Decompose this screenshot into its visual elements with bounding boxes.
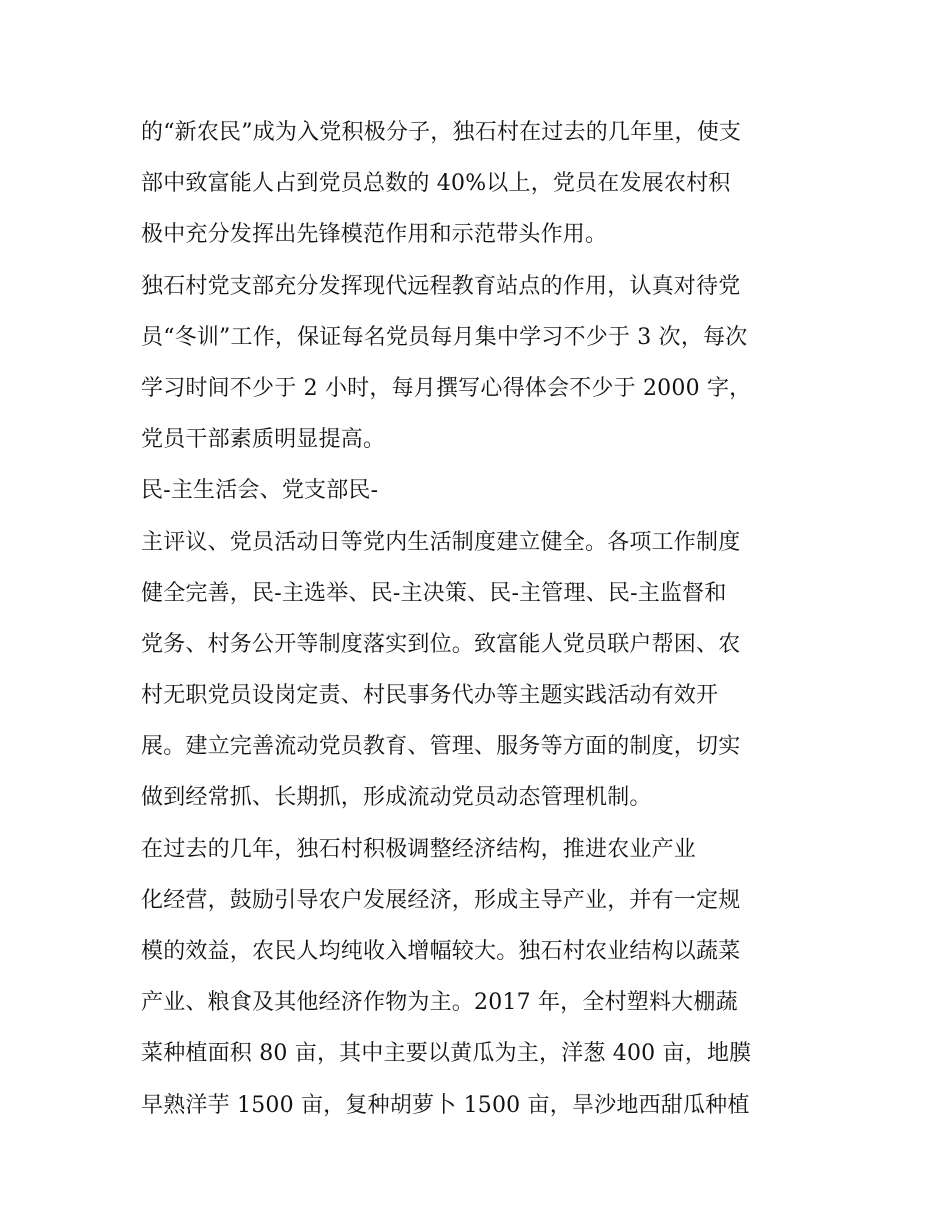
text-line: 党员干部素质明显提高。	[141, 427, 386, 453]
text-line: 党务、村务公开等制度落实到位。致富能人党员联户帮困、农	[141, 631, 741, 657]
text-line: 主评议、党员活动日等党内生活制度建立健全。各项工作制度	[141, 529, 741, 555]
text-line: 产业、粮食及其他经济作物为主。2017 年，全村塑料大棚蔬	[141, 990, 738, 1016]
text-line: 展。建立完善流动党员教育、管理、服务等方面的制度，切实	[141, 734, 741, 760]
text-line: 民-主生活会、党支部民-	[141, 478, 379, 504]
text-line: 员“冬训”工作，保证每名党员每月集中学习不少于 3 次，每次	[141, 324, 748, 350]
text-line: 在过去的几年，独石村积极调整经济结构，推进农业产业	[141, 836, 697, 862]
text-line: 学习时间不少于 2 小时，每月撰写心得体会不少于 2000 字，	[141, 375, 752, 401]
text-line: 的“新农民”成为入党积极分子，独石村在过去的几年里，使支	[141, 120, 742, 145]
text-line: 做到经常抓、长期抓，形成流动党员动态管理机制。	[141, 785, 652, 811]
text-line: 部中致富能人占到党员总数的 40%以上，党员在发展农村积	[141, 171, 731, 197]
text-line: 模的效益，农民人均纯收入增幅较大。独石村农业结构以蔬菜	[141, 939, 741, 964]
text-line: 化经营，鼓励引导农户发展经济，形成主导产业，并有一定规	[141, 887, 741, 913]
text-line: 早熟洋芋 1500 亩，复种胡萝卜 1500 亩，旱沙地西甜瓜种植	[141, 1092, 750, 1118]
text-line: 健全完善，民-主选举、民-主决策、民-主管理、民-主监督和	[141, 580, 727, 606]
text-line: 独石村党支部充分发挥现代远程教育站点的作用，认真对待党	[141, 273, 741, 299]
text-line: 菜种植面积 80 亩，其中主要以黄瓜为主，洋葱 400 亩，地膜	[141, 1041, 752, 1067]
text-line: 村无职党员设岗定责、村民事务代办等主题实践活动有效开	[141, 683, 719, 709]
text-line: 极中充分发挥出先锋模范作用和示范带头作用。	[141, 222, 608, 248]
body-text	[141, 107, 841, 1131]
